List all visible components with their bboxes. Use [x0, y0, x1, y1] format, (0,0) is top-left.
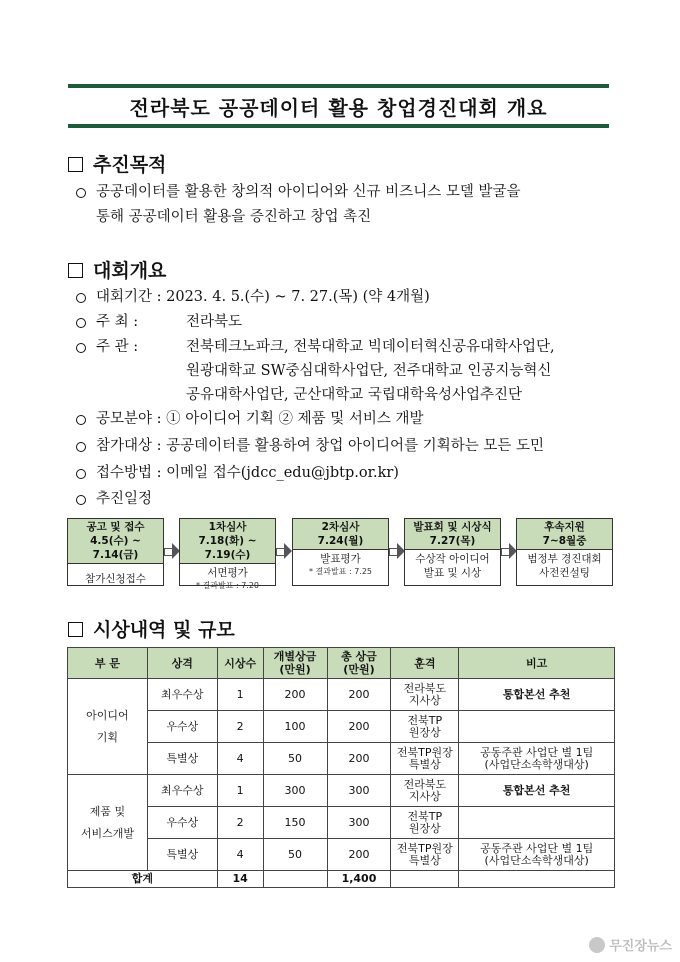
header-individual-prize — [263, 648, 327, 679]
watermark-logo-icon — [589, 937, 605, 953]
cell-note — [459, 775, 615, 807]
cell-note — [459, 679, 615, 711]
schedule-step-1 — [67, 518, 164, 586]
table-sum-row — [68, 871, 615, 888]
table-row — [68, 711, 615, 743]
table-header-row — [68, 648, 615, 679]
header-text: 총 상금 — [341, 650, 377, 663]
cell-total: 200 — [327, 743, 391, 775]
schedule-step-title: 1차심사 — [208, 521, 247, 533]
cell-honor — [391, 839, 459, 871]
sum-honor — [391, 871, 459, 888]
header-count: 시상수 — [217, 648, 263, 679]
field-line: 공모분야 : ① 아이디어 기획 ② 제품 및 서비스 개발 — [96, 411, 424, 427]
honor-text: 전북TP원장 — [396, 841, 453, 855]
schedule-step-date: 7.24(월) — [317, 535, 364, 547]
circle-bullet-icon — [76, 415, 86, 425]
section-prize-heading — [68, 615, 235, 642]
schedule-step-body-2: 사전컨설팅 — [539, 567, 590, 579]
note-text: (사업단소속학생대상) — [484, 757, 589, 771]
schedule-step-5 — [516, 518, 613, 586]
sum-individual — [263, 871, 327, 888]
schedule-step-body-2: 발표 및 시상 — [423, 567, 482, 579]
schedule-step-body: 범정부 경진대회 — [527, 553, 602, 565]
cell-count: 2 — [217, 807, 263, 839]
prize-table — [67, 647, 615, 888]
title-rule-top — [68, 84, 609, 88]
circle-bullet-icon — [76, 318, 86, 328]
organizer-line-1: 전북테크노파크, 전북대학교 빅데이터혁신공유대학사업단, — [186, 339, 555, 355]
header-total-prize — [327, 648, 391, 679]
title-bar — [68, 84, 609, 128]
cell-grade: 특별상 — [147, 743, 217, 775]
honor-text: 특별상 — [408, 853, 441, 867]
schedule-step-title: 발표회 및 시상식 — [413, 521, 492, 533]
schedule-step-head — [517, 519, 612, 550]
cell-individual: 100 — [263, 711, 327, 743]
cell-note — [459, 807, 615, 839]
cell-honor — [391, 743, 459, 775]
cell-individual: 150 — [263, 807, 327, 839]
schedule-step-note: * 결과발표 : 7.20 — [195, 581, 260, 590]
header-note: 비고 — [459, 648, 615, 679]
cell-total: 200 — [327, 839, 391, 871]
sum-note — [459, 871, 615, 888]
header-grade: 상격 — [147, 648, 217, 679]
cell-note — [459, 711, 615, 743]
cell-individual: 50 — [263, 743, 327, 775]
circle-bullet-icon — [76, 293, 86, 303]
checkbox-square-icon — [68, 157, 83, 172]
schedule-label: 추진일정 — [96, 491, 153, 507]
schedule-step-date: 7.18(화) ~ 7.19(수) — [198, 535, 257, 561]
table-row — [68, 775, 615, 807]
period-line: 대회기간 : 2023. 4. 5.(수) ~ 7. 27.(목) (약 4개월) — [96, 289, 430, 305]
cell-count: 4 — [217, 743, 263, 775]
cell-individual: 300 — [263, 775, 327, 807]
schedule-step-body: 서면평가 — [207, 567, 248, 579]
honor-text: 원장상 — [408, 725, 441, 739]
cell-total: 300 — [327, 807, 391, 839]
method-line: 접수방법 : 이메일 접수(jdcc_edu@jbtp.or.kr) — [96, 465, 399, 481]
cell-grade: 특별상 — [147, 839, 217, 871]
note-text: 통합본선 추천 — [502, 687, 571, 701]
cell-total: 200 — [327, 679, 391, 711]
honor-text: 지사상 — [408, 693, 441, 707]
organizer-label: 주 관 : — [96, 339, 139, 355]
circle-bullet-icon — [76, 343, 86, 353]
section-overview-heading — [68, 256, 166, 283]
schedule-step-title: 공고 및 접수 — [86, 521, 145, 533]
organizer-line-3: 공유대학사업단, 군산대학교 국립대학육성사업추진단 — [186, 387, 522, 403]
table-row — [68, 839, 615, 871]
honor-text: 전북TP — [407, 809, 443, 823]
cell-grade: 최우수상 — [147, 775, 217, 807]
purpose-line-1: 공공데이터를 활용한 창의적 아이디어와 신규 비즈니스 모델 발굴을 — [96, 184, 521, 200]
note-text: 통합본선 추천 — [502, 783, 571, 797]
cell-total: 200 — [327, 711, 391, 743]
watermark-text: 무진장뉴스 — [609, 939, 672, 954]
schedule-step-body: 발표평가 — [320, 553, 361, 565]
header-division: 부 문 — [68, 648, 148, 679]
cell-grade: 우수상 — [147, 807, 217, 839]
section-purpose-heading — [68, 150, 166, 177]
sum-total: 1,400 — [327, 871, 391, 888]
cell-count: 1 — [217, 775, 263, 807]
host-value: 전라북도 — [186, 314, 243, 330]
schedule-step-3 — [292, 518, 389, 586]
cell-honor — [391, 775, 459, 807]
schedule-step-body: 수상작 아이디어 — [415, 553, 490, 565]
cell-grade: 최우수상 — [147, 679, 217, 711]
schedule-step-head — [68, 519, 163, 564]
schedule-step-date: 7.27(목) — [429, 535, 476, 547]
cell-total: 300 — [327, 775, 391, 807]
honor-text: 전북TP원장 — [396, 745, 453, 759]
cell-count: 1 — [217, 679, 263, 711]
table-row — [68, 807, 615, 839]
organizer-line-2: 원광대학교 SW중심대학사업단, 전주대학교 인공지능혁신 — [186, 363, 552, 379]
schedule-step-4 — [404, 518, 501, 586]
cell-count: 4 — [217, 839, 263, 871]
schedule-step-head — [180, 519, 275, 564]
division-text: 서비스개발 — [80, 826, 134, 840]
table-row — [68, 743, 615, 775]
schedule-step-note: * 결과발표 : 7.25 — [308, 567, 373, 576]
cell-count: 2 — [217, 711, 263, 743]
cell-honor — [391, 807, 459, 839]
section-prize-heading-text: 시상내역 및 규모 — [93, 619, 235, 641]
division-text: 기획 — [96, 730, 119, 744]
cell-individual: 50 — [263, 839, 327, 871]
cell-note — [459, 839, 615, 871]
schedule-step-head — [405, 519, 500, 550]
honor-text: 전라북도 — [403, 777, 447, 791]
schedule-step-body: 참가신청접수 — [85, 573, 146, 585]
division-text: 아이디어 — [86, 708, 129, 722]
honor-text: 지사상 — [408, 789, 441, 803]
division-idea — [68, 679, 148, 775]
header-text: 개별상금 — [273, 650, 317, 663]
circle-bullet-icon — [76, 442, 86, 452]
header-unit: (만원) — [343, 663, 375, 676]
circle-bullet-icon — [76, 495, 86, 505]
honor-text: 특별상 — [408, 757, 441, 771]
checkbox-square-icon — [68, 263, 83, 278]
honor-text: 원장상 — [408, 821, 441, 835]
circle-bullet-icon — [76, 188, 86, 198]
sum-label: 합계 — [68, 871, 218, 888]
schedule-step-head — [293, 519, 388, 550]
host-label: 주 최 : — [96, 314, 139, 330]
schedule-step-date: 4.5(수) ~ 7.14(금) — [90, 535, 141, 561]
note-text: 공동주관 사업단 별 1팀 — [480, 841, 594, 855]
target-line: 참가대상 : 공공데이터를 활용하여 창업 아이디어를 기획하는 모든 도민 — [96, 438, 544, 454]
checkbox-square-icon — [68, 622, 83, 637]
purpose-line-2: 통해 공공데이터 활용을 증진하고 창업 촉진 — [96, 209, 372, 225]
note-text: 공동주관 사업단 별 1팀 — [480, 745, 594, 759]
header-unit: (만원) — [279, 663, 311, 676]
page-title: 전라북도 공공데이터 활용 창업경진대회 개요 — [129, 96, 548, 120]
section-overview-heading-text: 대회개요 — [93, 260, 167, 282]
division-product-service — [68, 775, 148, 871]
cell-individual: 200 — [263, 679, 327, 711]
honor-text: 전북TP — [407, 713, 443, 727]
cell-grade: 우수상 — [147, 711, 217, 743]
note-text: (사업단소속학생대상) — [484, 853, 589, 867]
watermark — [589, 935, 672, 954]
cell-note — [459, 743, 615, 775]
honor-text: 전라북도 — [403, 681, 447, 695]
cell-honor — [391, 679, 459, 711]
sum-count: 14 — [217, 871, 263, 888]
header-honor: 훈격 — [391, 648, 459, 679]
division-text: 제품 및 — [89, 804, 126, 818]
schedule-step-2 — [179, 518, 276, 590]
section-purpose-heading-text: 추진목적 — [93, 154, 167, 176]
circle-bullet-icon — [76, 469, 86, 479]
cell-honor — [391, 711, 459, 743]
title-rule-bottom — [68, 124, 609, 128]
schedule-step-date: 7~8월중 — [542, 535, 587, 547]
schedule-step-title: 2차심사 — [321, 521, 360, 533]
schedule-step-title: 후속지원 — [544, 521, 585, 533]
table-row — [68, 679, 615, 711]
